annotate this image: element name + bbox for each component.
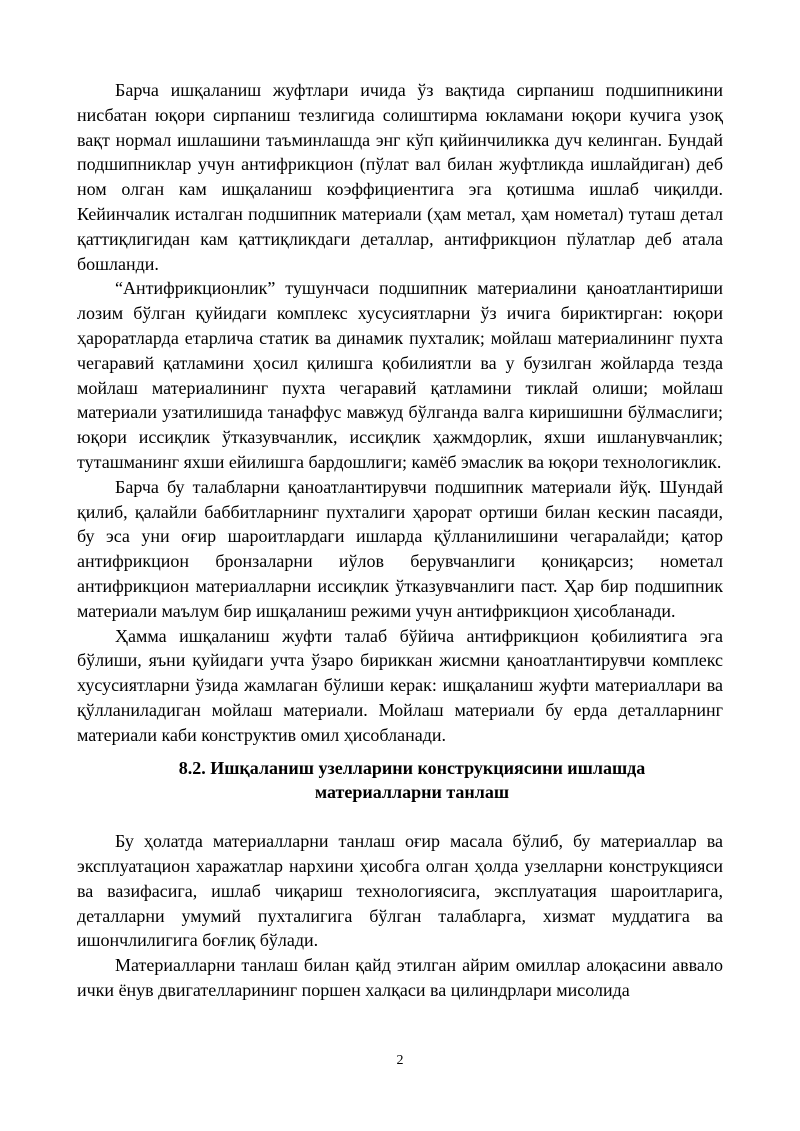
page-content bbox=[77, 78, 723, 1003]
paragraph: Ҳамма ишқаланиш жуфти талаб бўйича антифрикцион қобилиятига эга бўлиши, яъни қуйидаги учта ўзаро бириккан жисмни қаноатлантирувчи комплекс хусусиятларни ўзида жамлаган бўлиши керак: ишқаланиш жуфти материаллари ва қўлланиладиган мойлаш материали. Мойлаш материали бу ерда деталларнинг материали каби конструктив омил ҳисобланади. bbox=[77, 625, 723, 745]
paragraph: “Антифрикционлик” тушунчаси подшипник материалини қаноатлантириши лозим бўлган қуйидаги комплекс хусусиятларни ўз ичига бириктирган: юқори ҳароратларда етарлича статик ва динамик пухталик; мойлаш материалининг пухта чегаравий қатламини ҳосил қилишга қобилиятли ва у бузилган жойларда тезда мойлаш материалининг пухта чегаравий қатламини тиклай олиши; мойлаш материали узатилишида танаффус мавжуд бўлганда валга киришишни бўлмаслиги; юқори иссиқлик ўтказувчанлик, иссиқлик ҳажмдорлик, яхши ишланувчанлик; туташманинг яхши ейилишга бардошлиги; камёб эмаслик ва юқори технологиклик. bbox=[77, 278, 723, 472]
paragraph: Материалларни танлаш билан қайд этилган айрим омиллар алоқасини аввало ички ёнув двигателларининг поршен халқаси ва цилиндрлари мисолида bbox=[77, 955, 723, 1000]
page-number: 2 bbox=[396, 1053, 404, 1068]
paragraph: Барча бу талабларни қаноатлантирувчи подшипник материали йўқ. Шундай қилиб, қалайли баббитларнинг пухталиги ҳарорат ортиши билан кескин пасаяди, бу эса уни оғир шароитлардаги ишларда қўлланилишини чегаралайди; қатор антифрикцион бронзаларни иўлов берувчанлиги қониқарсиз; нометал антифрикцион материалларни иссиқлик ўтказувчанлиги паст. Ҳар бир подшипник материали маълум бир ишқаланиш режими учун антифрикцион ҳисобланади. bbox=[77, 476, 723, 621]
section-heading: 8.2. Ишқаланиш узелларини конструкциясини ишлашда материалларни танлаш bbox=[178, 757, 646, 803]
paragraph: Бу ҳолатда материалларни танлаш оғир масала бўлиб, бу материаллар ва эксплуатацион харажатлар нархини ҳисобга олган ҳолда узелларни конструкцияси ва вазифасига, ишлаб чиқариш технологиясига, эксплуатация шароитларига, деталларни умумий пухталигига бўлган талабларга, хизмат муддатига ва ишончлилигига боғлиқ бўлади. bbox=[77, 831, 723, 951]
paragraph: Барча ишқаланиш жуфтлари ичида ўз вақтида сирпаниш подшипникини нисбатан юқори сирпаниш тезлигида солиштирма юкламани юқори кучига узоқ вақт нормал ишлашини таъминлашда энг кўп қийинчиликка дуч келинган. Бундай подшипниклар учун антифрикцион (пўлат вал билан жуфтликда ишлайдиган) деб ном олган кам ишқаланиш коэффициентига эга қотишма ишлаб чиқилди. Кейинчалик исталган подшипник материали (ҳам метал, ҳам нометал) туташ детал қаттиқлигидан кам қаттиқликдаги деталлар, антифрикцион пўлатлар деб атала бошланди. bbox=[77, 80, 723, 274]
